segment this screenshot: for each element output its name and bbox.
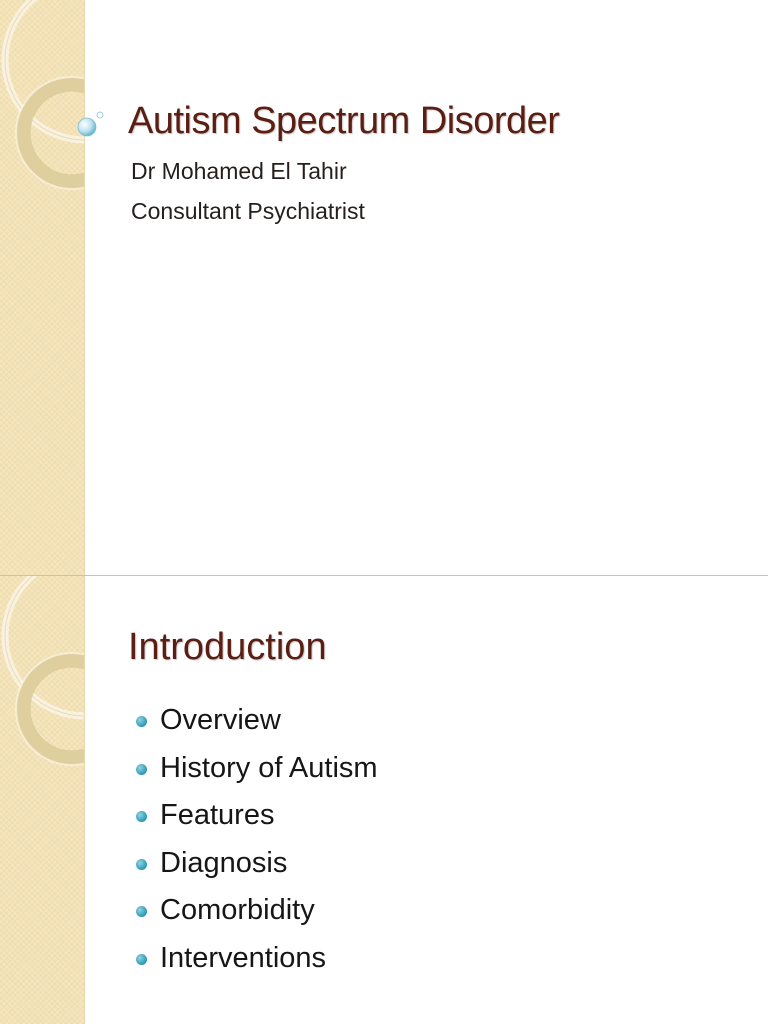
- decorative-circles-graphic: [0, 0, 84, 576]
- presenter-role: Consultant Psychiatrist: [131, 198, 365, 224]
- list-item-label: Overview: [160, 704, 281, 736]
- bullet-list: [134, 704, 378, 989]
- bubble-ornament-icon: [74, 108, 108, 140]
- decorative-side-strip: [0, 0, 85, 576]
- bullet-icon: [136, 811, 147, 822]
- list-item: [134, 942, 378, 990]
- decorative-circles-graphic: [0, 576, 84, 1024]
- list-item-label: History of Autism: [160, 751, 378, 784]
- bullet-icon: [136, 764, 147, 775]
- bullet-icon: [136, 954, 147, 965]
- bullet-icon: [136, 716, 147, 727]
- bullet-icon: [136, 906, 147, 917]
- bullet-icon: [136, 859, 147, 870]
- list-item-label: Diagnosis: [160, 846, 288, 879]
- list-item-label: Features: [160, 799, 275, 831]
- list-item-label: Comorbidity: [160, 894, 315, 926]
- list-item: [134, 799, 378, 847]
- presenter-name: Dr Mohamed El Tahir: [131, 158, 347, 184]
- list-item: [134, 847, 378, 895]
- list-item-label: Interventions: [160, 941, 327, 974]
- list-item: [134, 704, 378, 752]
- slide-title: Autism Spectrum Disorder: [128, 100, 560, 142]
- slide-title: Introduction: [128, 626, 327, 668]
- list-item: [134, 894, 378, 942]
- decorative-side-strip: [0, 576, 85, 1024]
- introduction-slide: [0, 576, 768, 1024]
- list-item: [134, 752, 378, 800]
